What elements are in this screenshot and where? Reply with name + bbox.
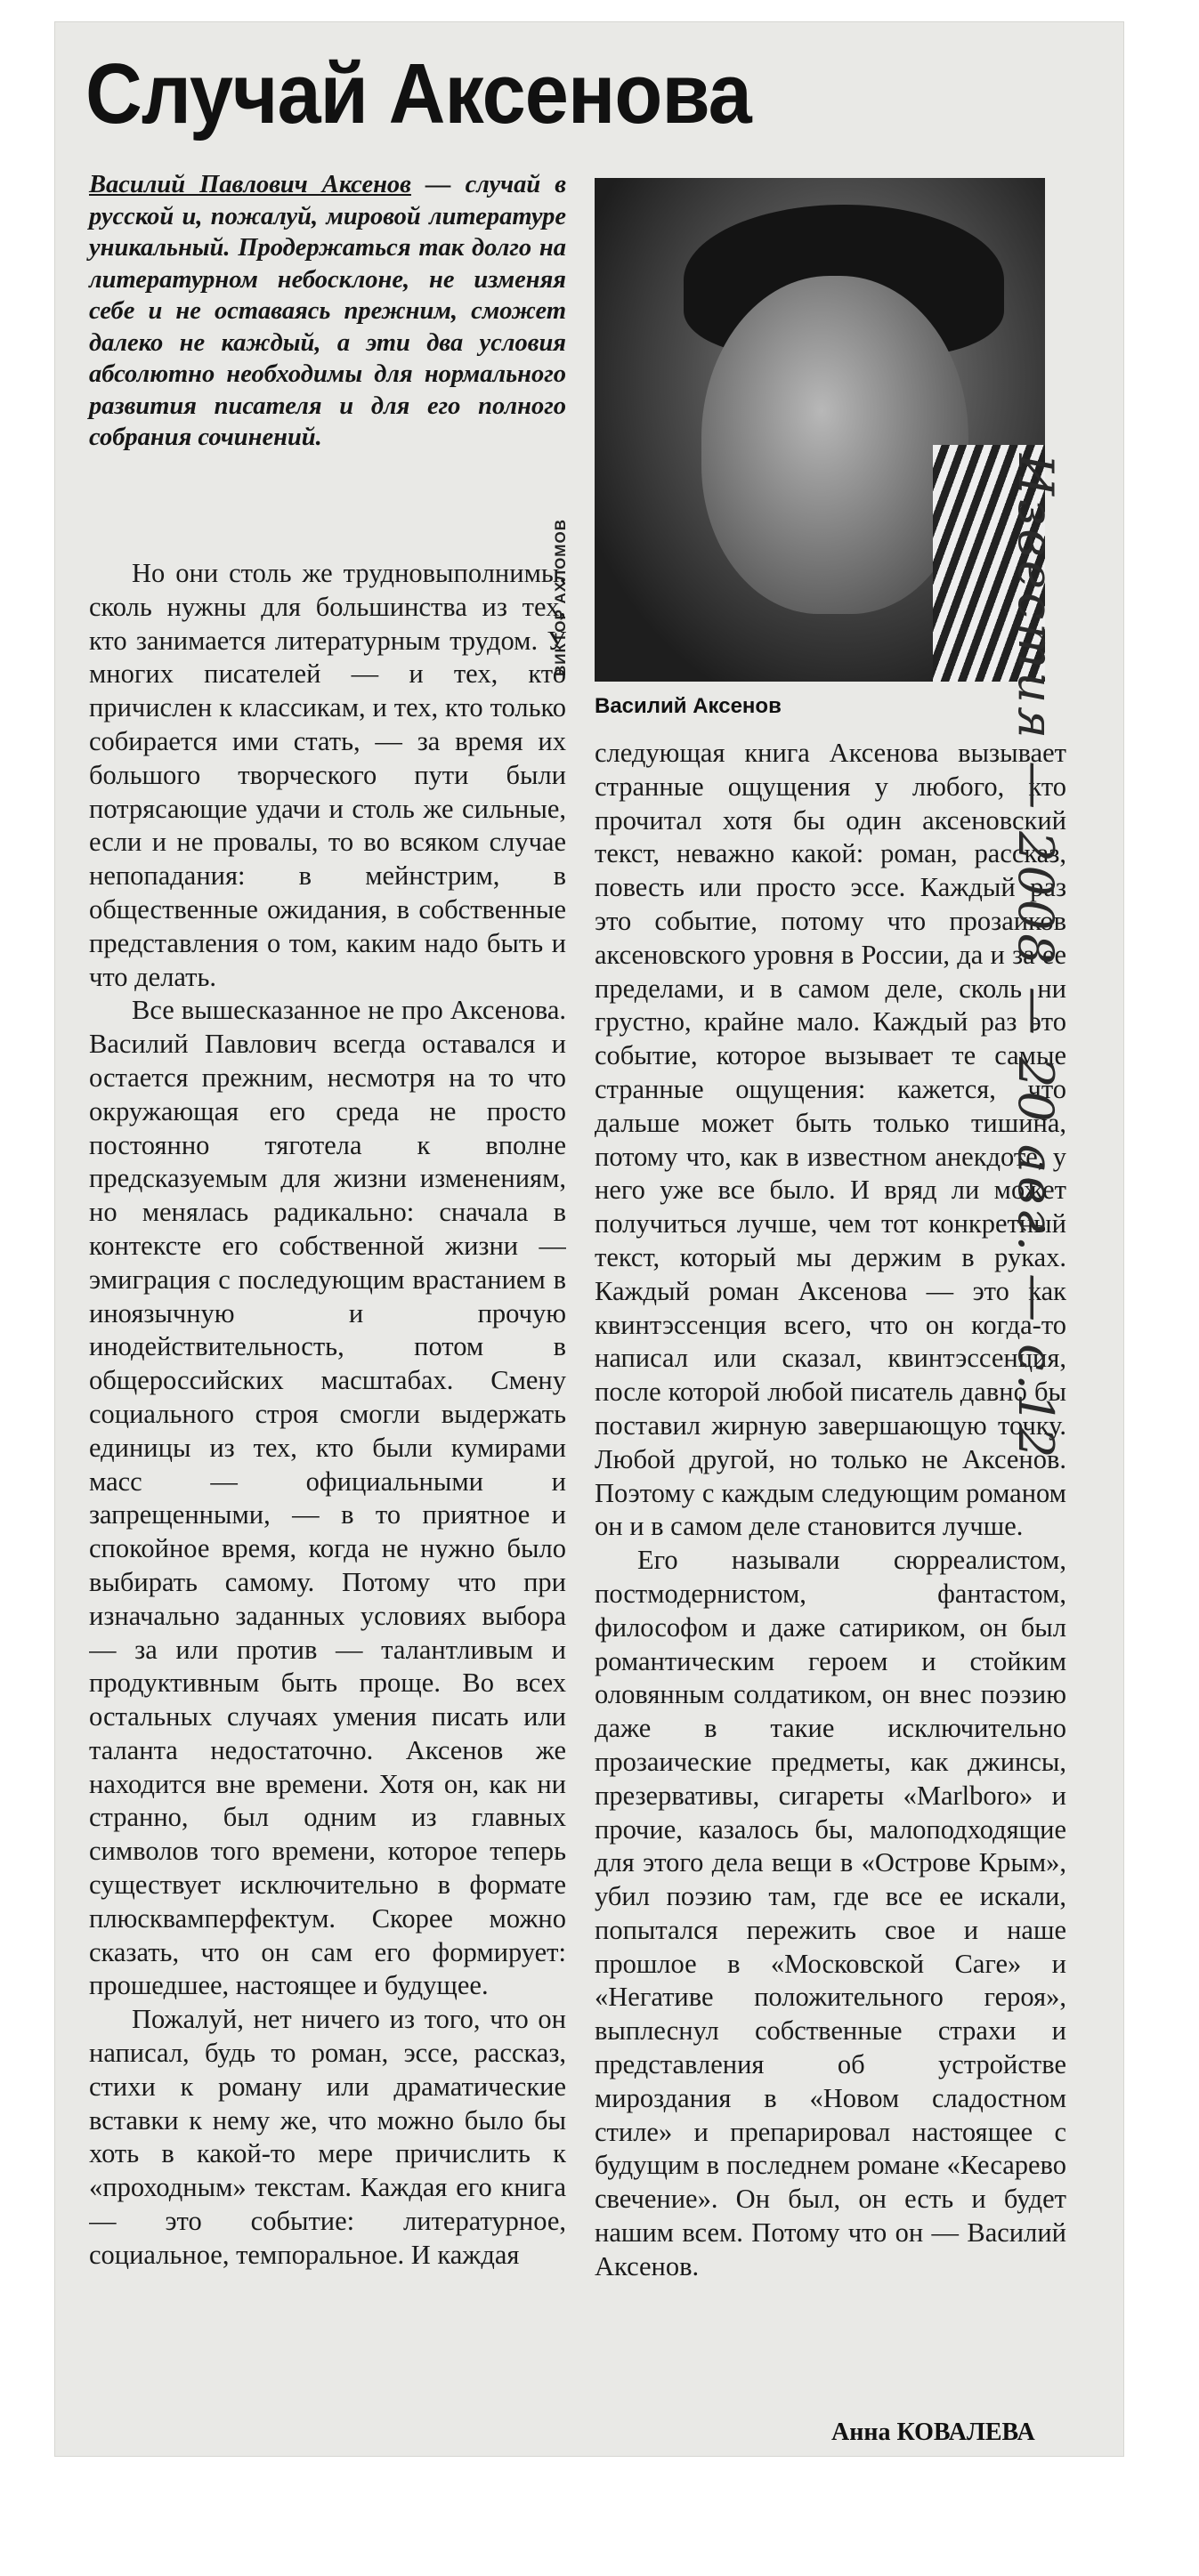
paragraph: следующая книга Аксенова вызывает странные ощущения у любого, кто прочитал хотя бы один аксеновский текст, неважно какой: роман, рассказ, повесть или просто эссе. Каждый раз это событие, потому что прозаиков аксеновского уровня в России, да и за ее пределами, и в самом деле, сколь ни грустно, крайне мало. Каждый раз это событие, которое вызывает те самые странные ощущения: кажется, что дальше может быть только тишина, потому что, как в известном анекдоте, у него уже все было. И вряд ли может получиться лучше, чем тот конкретный текст, который мы держим в руках. Каждый роман Аксенова — это как квинтэссенция всего, что он когда-то написал или сказал, квинтэссенция, после которой любой писатель давно бы поставил жирную завершающую точку. Любой другой, но только не Аксенов. Поэтому с каждым следующим романом он и в самом деле становится лучше. bbox=[595, 738, 1066, 1542]
paragraph: Все вышесказанное не про Аксенова. Василий Павлович всегда оставался и остается прежним, несмотря на то что окружающая его среда не просто постоянно тяготела к вполне предсказуемым для жизни изменениям, но менялась радикально: сначала в контексте его собственной жизни — эмиграция с последующим врастанием в иноязычную и прочую инодействительность, потом в общероссийских масштабах. Смену социального строя смогли выдержать единицы из тех, кто были кумирами масс — официальными и запрещенными, — в то приятное и спокойное время, когда не нужно было выбирать самому. Потому что при изначально заданных условиях выбора — за или против — талантливым и продуктивным быть проще. Во всех остальных случаях умения писать или таланта недостаточно. Аксенов же находится вне времени. Хотя он, как ни странно, был одним из главных символов того времени, которое теперь существует исключительно в формате плюсквамперфектум. Скорее можно сказать, что он сам его формирует: прошедшее, настоящее и будущее. bbox=[89, 995, 566, 2001]
paragraph: Но они столь же трудновыполнимы, сколь нужны для большинства из тех, кто занимается литературным трудом. У многих писателей — и тех, кто причислен к классикам, и тех, кто только собирается ими стать, — за время их большого творческого пути были потрясающие удачи и столь же сильные, если и не провалы, то во всяком случае непопадания: в мейнстрим, в общественные ожидания, в собственные представления о том, каким надо быть и что делать. bbox=[89, 558, 566, 992]
paragraph: Его называли сюрреалистом, постмодернистом, фантастом, философом и даже сатириком, он был романтическим героем и стойким оловянным солдатиком, он внес поэзию даже в такие исключительно прозаические предметы, как джинсы, презервативы, сигареты «Marlboro» и прочие, казалось бы, малоподходящие для этого дела вещи в «Острове Крым», убил поэзию там, где все ее искали, попытался пережить свое и наше прошлое в «Московской Саге» и «Негативе положительного героя», выплеснул собственные страхи и представления об устройстве мироздания в «Новом сладостном стиле» и препарировал настоящее с будущим в последнем романе «Кесарево свечение». Он был, он есть и будет нашим всем. Потому что он — Василий Аксенов. bbox=[595, 1545, 1066, 2281]
lead-text: — случай в русской и, пожалуй, мировой литературе уникальный. Продержаться так долго на литературном небосклоне, не изменяя себе и не оставаясь прежним, сможет далеко не каждый, а эти два условия абсолютно необходимы для нормального развития писателя и для его полного собрания сочинений. bbox=[89, 171, 566, 451]
paragraph: Пожалуй, нет ничего из того, что он написал, будь то роман, эссе, рассказ, стихи к роману или драматические вставки к нему же, что можно было бы хоть в какой-то мере причислить к «проходным» текстам. Каждая его книга — это событие: литературное, социальное, темпоральное. И каждая bbox=[89, 2004, 566, 2270]
text-column-right bbox=[595, 737, 1066, 2410]
photo-credit: ВИКТОР АХЛОМОВ bbox=[552, 519, 569, 676]
article-lead bbox=[89, 169, 566, 454]
article-headline: Случай Аксенова bbox=[85, 46, 751, 141]
author-photo bbox=[595, 178, 1045, 682]
handwritten-source-note: Известия — 2008 — 20 авг. — с.12 bbox=[1008, 454, 1064, 1462]
text-column-left bbox=[89, 557, 566, 2408]
article-byline: Анна КОВАЛЕВА bbox=[831, 2419, 1035, 2446]
photo-face bbox=[701, 276, 968, 614]
photo-caption: Василий Аксенов bbox=[595, 694, 782, 718]
lead-author-name: Василий Павлович Аксенов bbox=[89, 171, 411, 198]
